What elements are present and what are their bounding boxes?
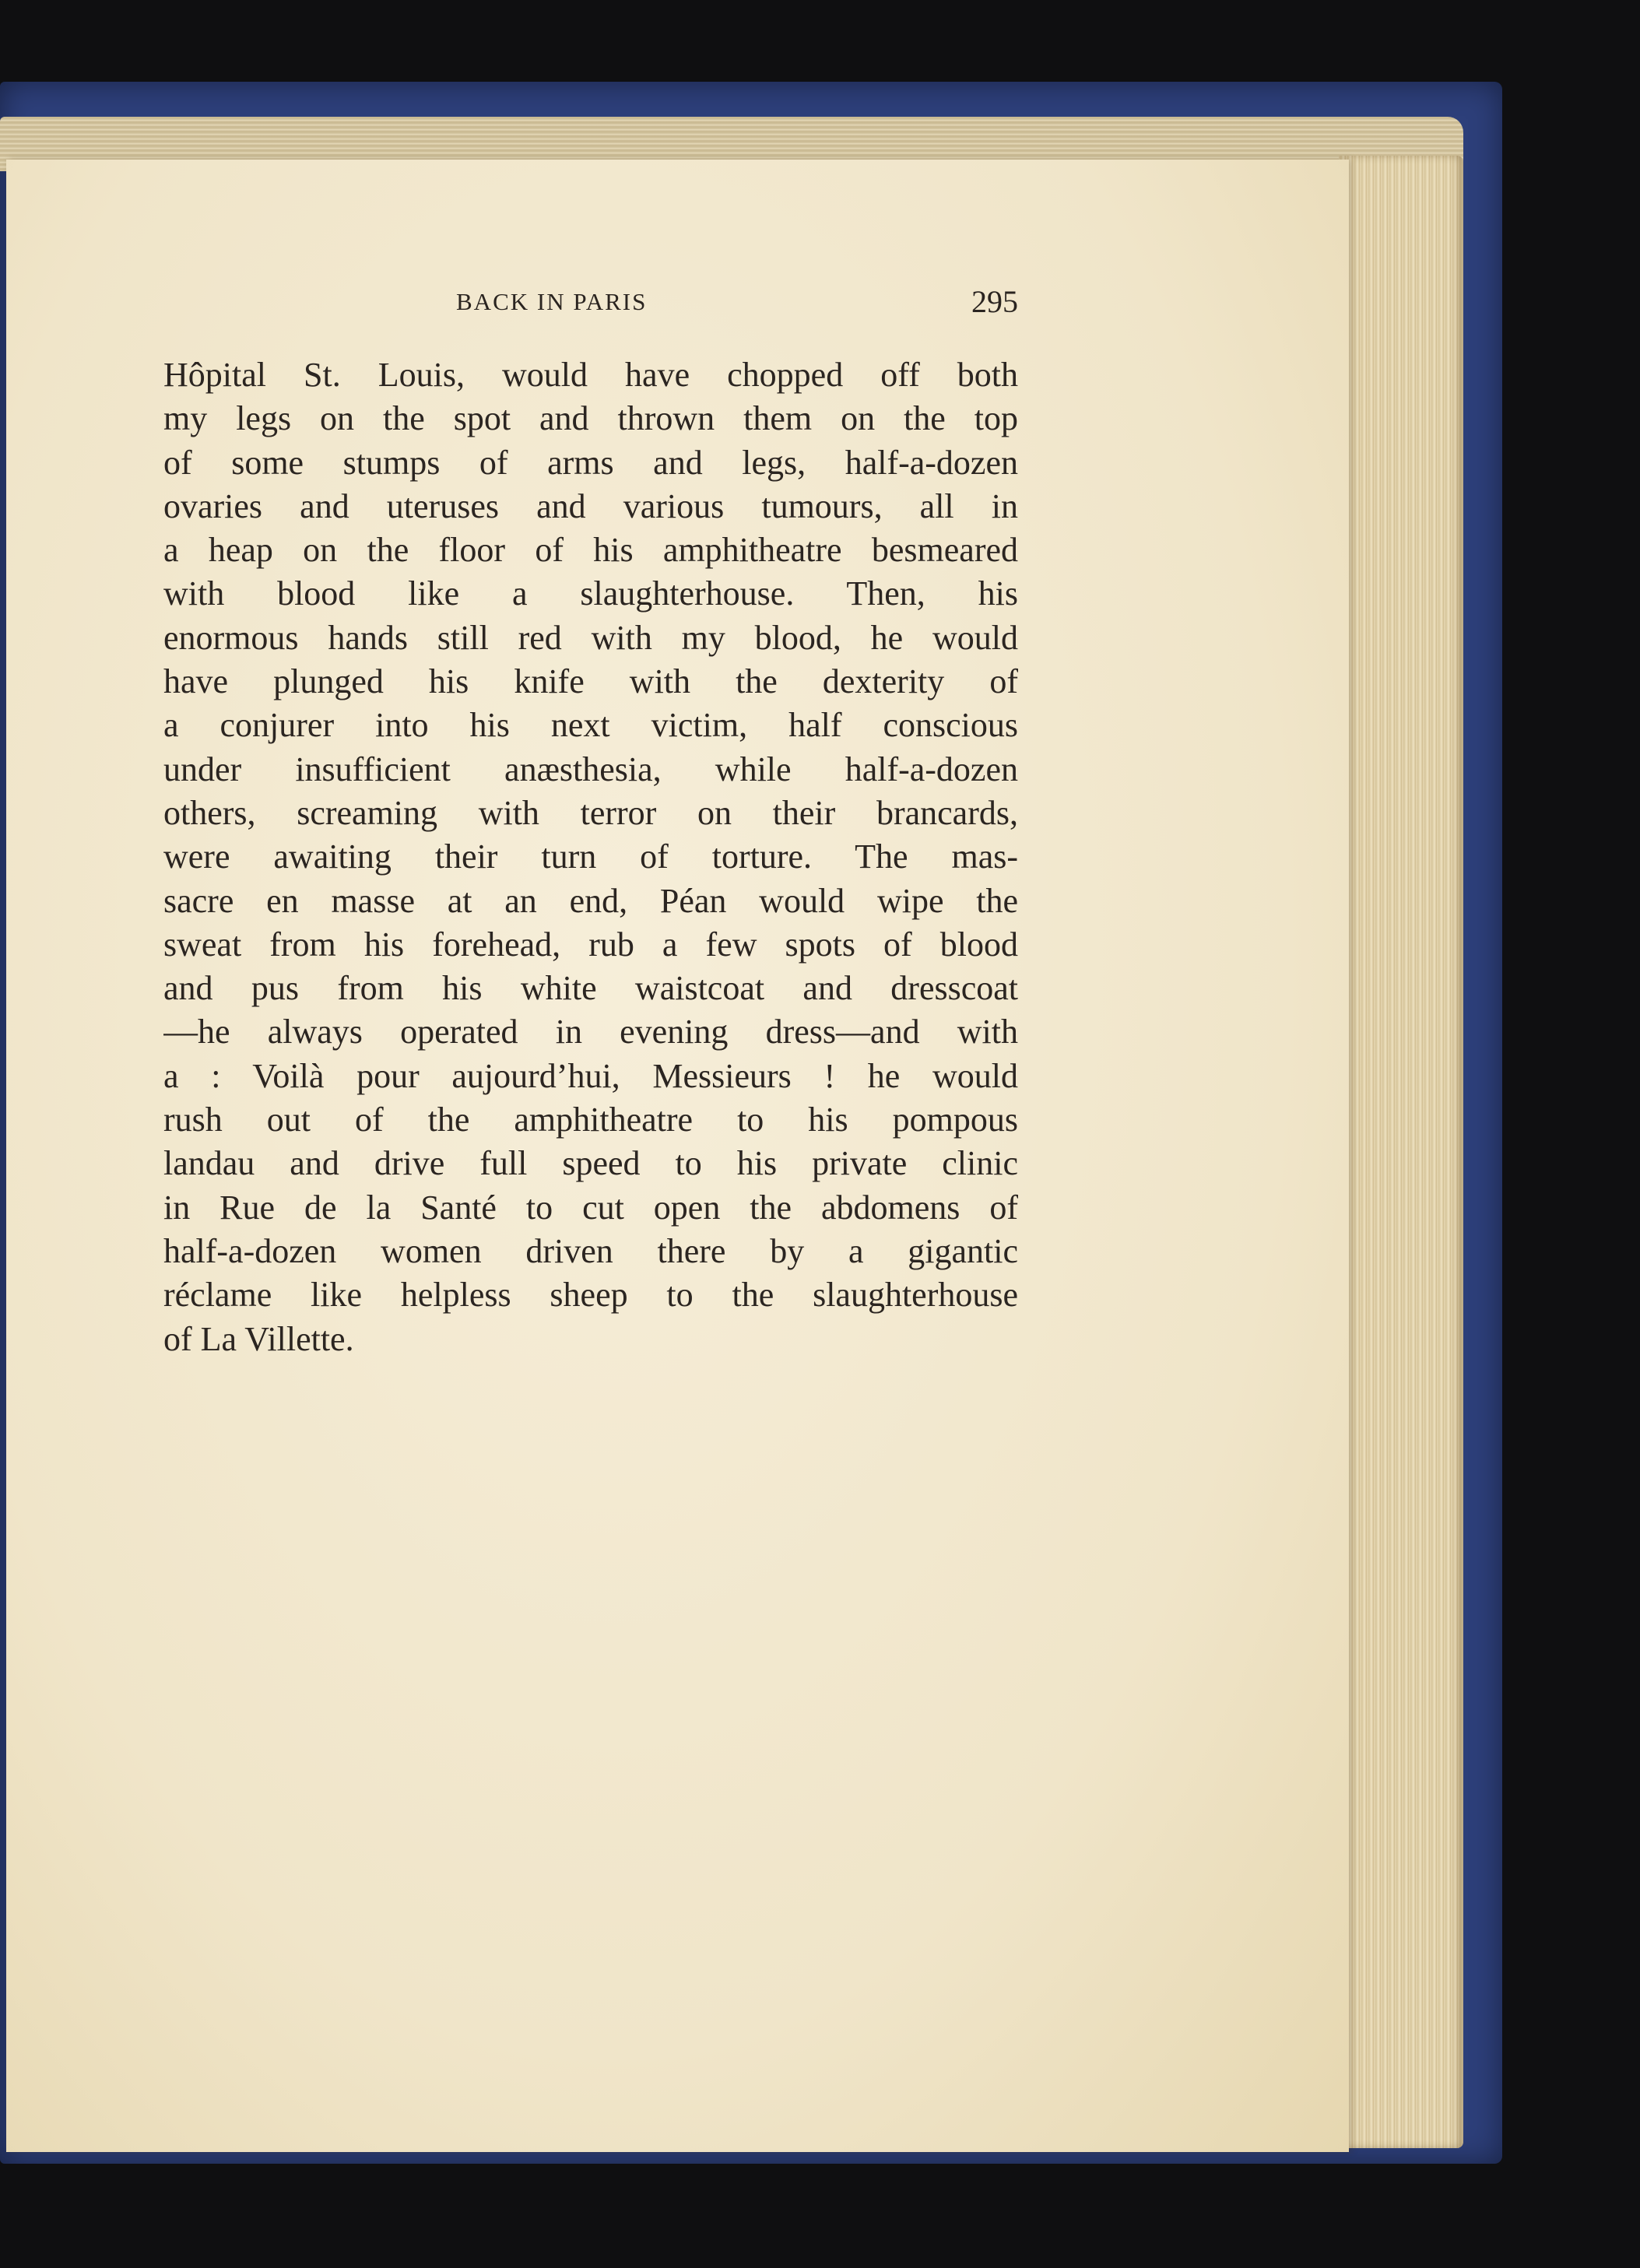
text-line: a heap on the floor of his amphitheatre besmeared bbox=[163, 531, 1018, 570]
text-line: half-a-dozen women driven there by a gigantic bbox=[163, 1231, 1018, 1270]
text-line: of some stumps of arms and legs, half-a-dozen bbox=[163, 443, 1018, 482]
running-head bbox=[163, 284, 1018, 327]
text-line: have plunged his knife with the dexterity of bbox=[163, 662, 1018, 701]
text-line: with blood like a slaughterhouse. Then, his bbox=[163, 574, 1018, 613]
page-number: 295 bbox=[971, 284, 1018, 319]
page-fore-edge bbox=[1339, 156, 1463, 2148]
text-line: sacre en masse at an end, Péan would wipe the bbox=[163, 881, 1018, 920]
text-line: others, screaming with terror on their brancards, bbox=[163, 793, 1018, 832]
text-line: my legs on the spot and thrown them on the top bbox=[163, 399, 1018, 438]
text-line: a conjurer into his next victim, half conscious bbox=[163, 706, 1018, 745]
text-line: in Rue de la Santé to cut open the abdomens of bbox=[163, 1188, 1018, 1227]
book-page bbox=[6, 160, 1349, 2152]
text-line: —he always operated in evening dress—and with bbox=[163, 1013, 1018, 1051]
text-line: and pus from his white waistcoat and dresscoat bbox=[163, 969, 1018, 1008]
text-line: enormous hands still red with my blood, he would bbox=[163, 618, 1018, 657]
text-line: sweat from his forehead, rub a few spots of blood bbox=[163, 925, 1018, 964]
text-line-last: of La Villette. bbox=[163, 1319, 354, 1358]
text-line: réclame like helpless sheep to the slaughterhouse bbox=[163, 1276, 1018, 1315]
text-line: landau and drive full speed to his private clinic bbox=[163, 1144, 1018, 1183]
text-line: a : Voilà pour aujourd’hui, Messieurs ! he would bbox=[163, 1056, 1018, 1095]
text-line: ovaries and uteruses and various tumours, all in bbox=[163, 486, 1018, 525]
text-line: were awaiting their turn of torture. The mas- bbox=[163, 837, 1018, 876]
running-head-title: BACK IN PARIS bbox=[456, 288, 648, 315]
text-line: rush out of the amphitheatre to his pompous bbox=[163, 1101, 1018, 1139]
text-line: under insufficient anæsthesia, while half-a-dozen bbox=[163, 750, 1018, 788]
text-line: Hôpital St. Louis, would have chopped off both bbox=[163, 356, 1018, 394]
body-text bbox=[163, 353, 1018, 1361]
